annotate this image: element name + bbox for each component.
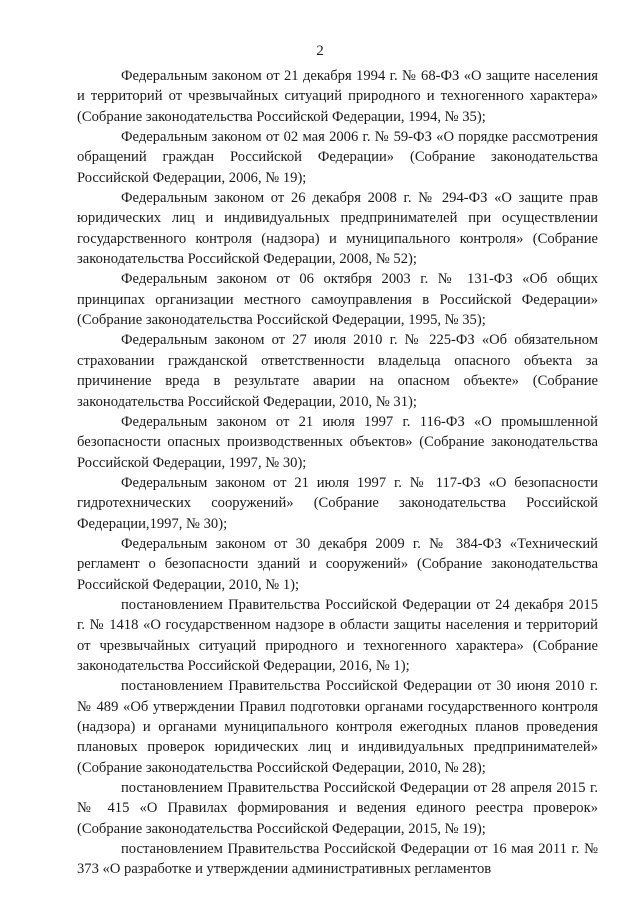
paragraph-resolution-373: постановлением Правительства Российской Федерации от 16 мая 2011 г. № 373 «О разработке и утверждении административных регламентов <box>77 841 598 878</box>
paragraph-law-117-fz: Федеральным законом от 21 июля 1997 г. № 117-ФЗ «О безопасности гидротехнических сооружений» (Собрание законодательства Российской Федерации,1997, № 30); <box>77 474 598 532</box>
document-body <box>77 66 598 880</box>
paragraph-law-294-fz: Федеральным законом от 26 декабря 2008 г. № 294-ФЗ «О защите прав юридических лиц и индивидуальных предпринимателей при осуществлении государственного контроля (надзора) и муниципального контроля» (Собрание законодательства Российской Федерации, 2008, № 52); <box>77 190 598 268</box>
paragraph-law-384-fz: Федеральным законом от 30 декабря 2009 г. № 384-ФЗ «Технический регламент о безопасности зданий и сооружений» (Собрание законодательства Российской Федерации, 2010, № 1); <box>77 535 598 593</box>
paragraph-law-59-fz: Федеральным законом от 02 мая 2006 г. № 59-ФЗ «О порядке рассмотрения обращений граждан Российской Федерации» (Собрание законодательства Российской Федерации, 2006, № 19); <box>77 129 598 186</box>
paragraph-law-68-fz: Федеральным законом от 21 декабря 1994 г. № 68-ФЗ «О защите населения и территорий от чрезвычайных ситуаций природного и техногенного характера» (Собрание законодательства Российской Федерации, 1994, № 35); <box>77 68 598 125</box>
paragraph-law-116-fz: Федеральным законом от 21 июля 1997 г. 116-ФЗ «О промышленной безопасности опасных производственных объектов» (Собрание законодательства Российской Федерации, 1997, № 30); <box>77 413 598 471</box>
paragraph-law-225-fz: Федеральным законом от 27 июля 2010 г. № 225-ФЗ «Об обязательном страховании гражданской ответственности владельца опасного объекта за причинение вреда в результате аварии на опасном объекте» (Собрание законодательства Российской Федерации, 2010, № 31); <box>77 332 598 410</box>
page-number: 2 <box>316 43 324 59</box>
paragraph-resolution-1418: постановлением Правительства Российской Федерации от 24 декабря 2015 г. № 1418 «О государственном надзоре в области защиты населения и территорий от чрезвычайных ситуаций природного и техногенного характера» (Собрание законодательства Российской Федерации, 2016, № 1); <box>77 596 598 674</box>
paragraph-law-131-fz: Федеральным законом от 06 октября 2003 г. № 131-ФЗ «Об общих принципах организации местного самоуправления в Российской Федерации» (Собрание законодательства Российской Федерации, 1995, № 35); <box>77 271 598 329</box>
paragraph-resolution-415: постановлением Правительства Российской Федерации от 28 апреля 2015 г. № 415 «О Правилах формирования и ведения единого реестра проверок» (Собрание законодательства Российской Федерации, 2015, № 19); <box>77 780 598 837</box>
paragraph-resolution-489: постановлением Правительства Российской Федерации от 30 июня 2010 г. № 489 «Об утверждении Правил подготовки органами государственного контроля (надзора) и органами муниципального контроля ежегодных планов проведения плановых проверок юридических лиц и индивидуальных предпринимателей» (Собрание законодательства Российской Федерации, 2010, № 28); <box>77 678 598 776</box>
